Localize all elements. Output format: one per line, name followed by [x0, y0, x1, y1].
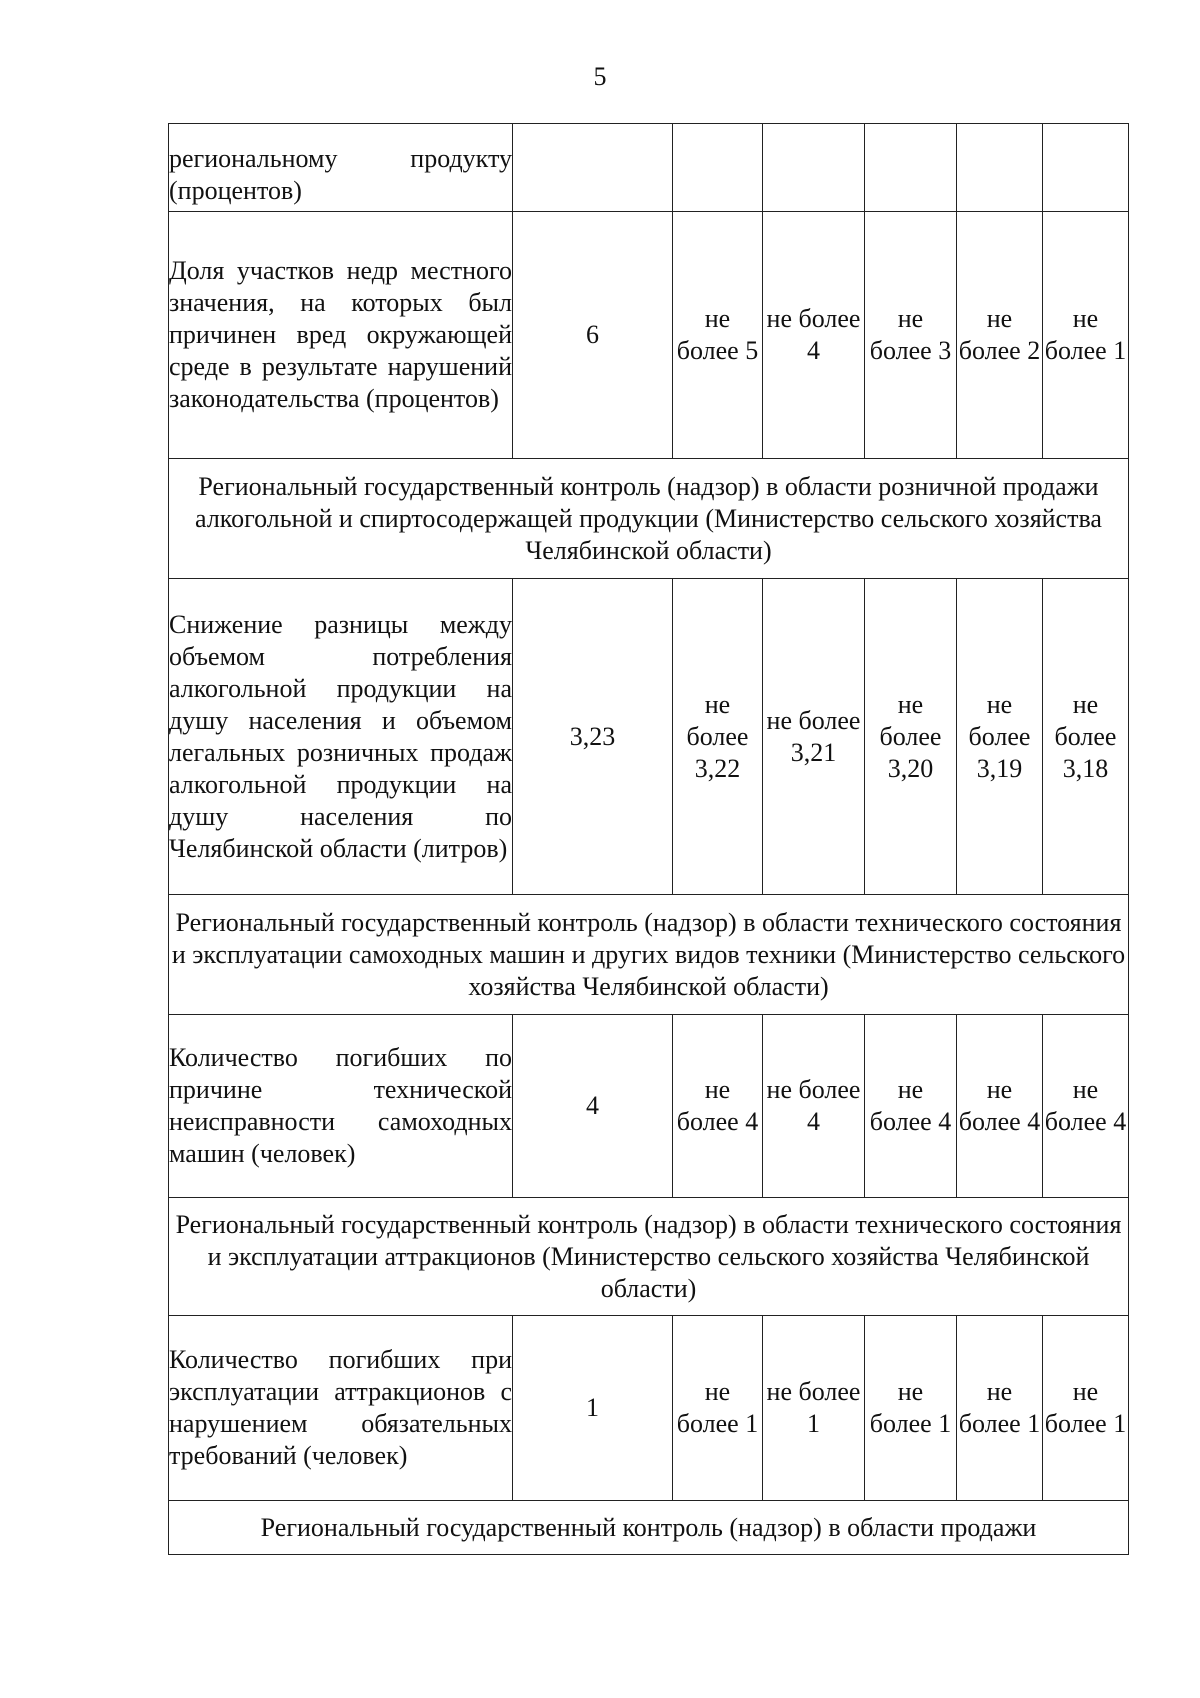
target-value: не более 3,21 — [763, 579, 865, 895]
target-value: не более 1 — [763, 1316, 865, 1501]
target-value: не более 5 — [673, 212, 763, 459]
target-value: не более 1 — [673, 1316, 763, 1501]
base-value: 3,23 — [513, 579, 673, 895]
target-value: не более 1 — [1043, 1316, 1129, 1501]
target-value: не более 3,20 — [865, 579, 957, 895]
table-row — [169, 124, 1129, 212]
section-heading: Региональный государственный контроль (надзор) в области технического состояния и эксплуатации аттракционов (Министерство сельского хозяйства Челябинской области) — [169, 1198, 1129, 1316]
target-value: не более 3,19 — [957, 579, 1043, 895]
target-value — [957, 124, 1043, 212]
target-value: не более 4 — [1043, 1015, 1129, 1198]
section-row — [169, 1198, 1129, 1316]
base-value: 4 — [513, 1015, 673, 1198]
target-value: не более 1 — [865, 1316, 957, 1501]
target-value: не более 4 — [865, 1015, 957, 1198]
target-value: не более 3,18 — [1043, 579, 1129, 895]
indicator-name: Количество погибших при эксплуатации аттракционов с нарушением обязательных требований (человек) — [169, 1316, 513, 1501]
table-row — [169, 1015, 1129, 1198]
table-row — [169, 212, 1129, 459]
base-value: 6 — [513, 212, 673, 459]
section-heading: Региональный государственный контроль (надзор) в области продажи — [169, 1501, 1129, 1555]
target-value: не более 2 — [957, 212, 1043, 459]
section-row — [169, 459, 1129, 579]
section-heading: Региональный государственный контроль (надзор) в области технического состояния и эксплуатации самоходных машин и других видов техники (Министерство сельского хозяйства Челябинской области) — [169, 895, 1129, 1015]
section-row — [169, 1501, 1129, 1555]
target-value — [673, 124, 763, 212]
target-value — [763, 124, 865, 212]
table-row — [169, 1316, 1129, 1501]
indicator-name: Снижение разницы между объемом потребления алкогольной продукции на душу населения и объемом легальных розничных продаж алкогольной продукции на душу населения по Челябинской области (литров) — [169, 579, 513, 895]
target-value — [1043, 124, 1129, 212]
table-row — [169, 579, 1129, 895]
section-row — [169, 895, 1129, 1015]
target-value: не более 4 — [763, 1015, 865, 1198]
target-value: не более 3,22 — [673, 579, 763, 895]
indicator-name: Количество погибших по причине технической неисправности самоходных машин (человек) — [169, 1015, 513, 1198]
indicators-table — [168, 123, 1129, 1555]
page-number: 5 — [593, 62, 607, 91]
indicator-name: региональному продукту (процентов) — [169, 124, 513, 212]
section-heading: Региональный государственный контроль (надзор) в области розничной продажи алкогольной и спиртосодержащей продукции (Министерство сельского хозяйства Челябинской области) — [169, 459, 1129, 579]
base-value — [513, 124, 673, 212]
target-value: не более 1 — [957, 1316, 1043, 1501]
target-value: не более 3 — [865, 212, 957, 459]
base-value: 1 — [513, 1316, 673, 1501]
target-value: не более 4 — [673, 1015, 763, 1198]
target-value: не более 4 — [763, 212, 865, 459]
target-value — [865, 124, 957, 212]
target-value: не более 4 — [957, 1015, 1043, 1198]
indicator-name: Доля участков недр местного значения, на которых был причинен вред окружающей среде в результате нарушений законодательства (процентов) — [169, 212, 513, 459]
target-value: не более 1 — [1043, 212, 1129, 459]
